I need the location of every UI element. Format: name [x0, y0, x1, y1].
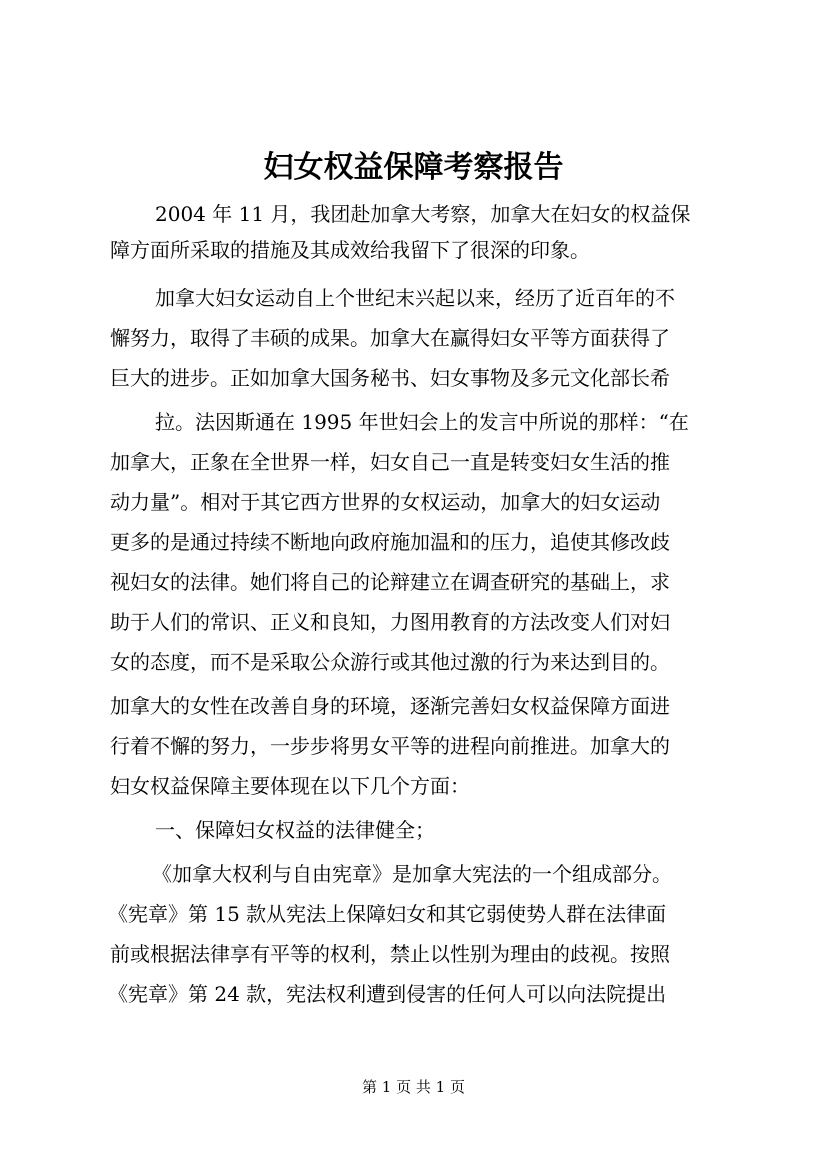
body-line: 加拿大的女性在改善自身的环境，逐渐完善妇女权益保障方面进: [110, 694, 670, 718]
body-line: 巨大的进步。正如加拿大国务秘书、妇女事物及多元文化部长希: [110, 366, 670, 390]
body-line: 助于人们的常识、正义和良知，力图用教育的方法改变人们对妇: [110, 610, 670, 634]
body-line: 拉。法因斯通在 1995 年世妇会上的发言中所说的那样：“在: [155, 410, 689, 434]
body-line: 女的态度，而不是采取公众游行或其他过激的行为来达到目的。: [110, 650, 670, 674]
body-line: 2004 年 11 月，我团赴加拿大考察，加拿大在妇女的权益保: [155, 202, 691, 226]
body-line: 障方面所采取的措施及其成效给我留下了很深的印象。: [110, 238, 590, 262]
body-line: 视妇女的法律。她们将自己的论辩建立在调查研究的基础上，求: [110, 570, 670, 594]
body-line: 前或根据法律享有平等的权利，禁止以性别为理由的歧视。按照: [110, 942, 670, 966]
body-line: 《宪章》第 24 款，宪法权利遭到侵害的任何人可以向法院提出: [108, 982, 667, 1006]
section-heading: 一、保障妇女权益的法律健全；: [155, 818, 435, 842]
page-footer: 第 1 页 共 1 页: [362, 1078, 465, 1096]
body-line: 懈努力，取得了丰硕的成果。加拿大在赢得妇女平等方面获得了: [110, 326, 670, 350]
body-line: 加拿大妇女运动自上个世纪末兴起以来，经历了近百年的不: [155, 286, 675, 310]
body-line: 妇女权益保障主要体现在以下几个方面：: [110, 774, 470, 798]
document-title: 妇女权益保障考察报告: [263, 150, 564, 185]
body-line: 动力量”。相对于其它西方世界的女权运动，加拿大的妇女运动: [110, 490, 661, 514]
body-line: 加拿大，正象在全世界一样，妇女自己一直是转变妇女生活的推: [110, 450, 670, 474]
body-line: 《加拿大权利与自由宪章》是加拿大宪法的一个组成部分。: [152, 862, 672, 886]
body-line: 更多的是通过持续不断地向政府施加温和的压力，追使其修改歧: [110, 530, 670, 554]
body-line: 行着不懈的努力，一步步将男女平等的进程向前推进。加拿大的: [110, 734, 670, 758]
body-line: 《宪章》第 15 款从宪法上保障妇女和其它弱使势人群在法律面: [108, 902, 667, 926]
